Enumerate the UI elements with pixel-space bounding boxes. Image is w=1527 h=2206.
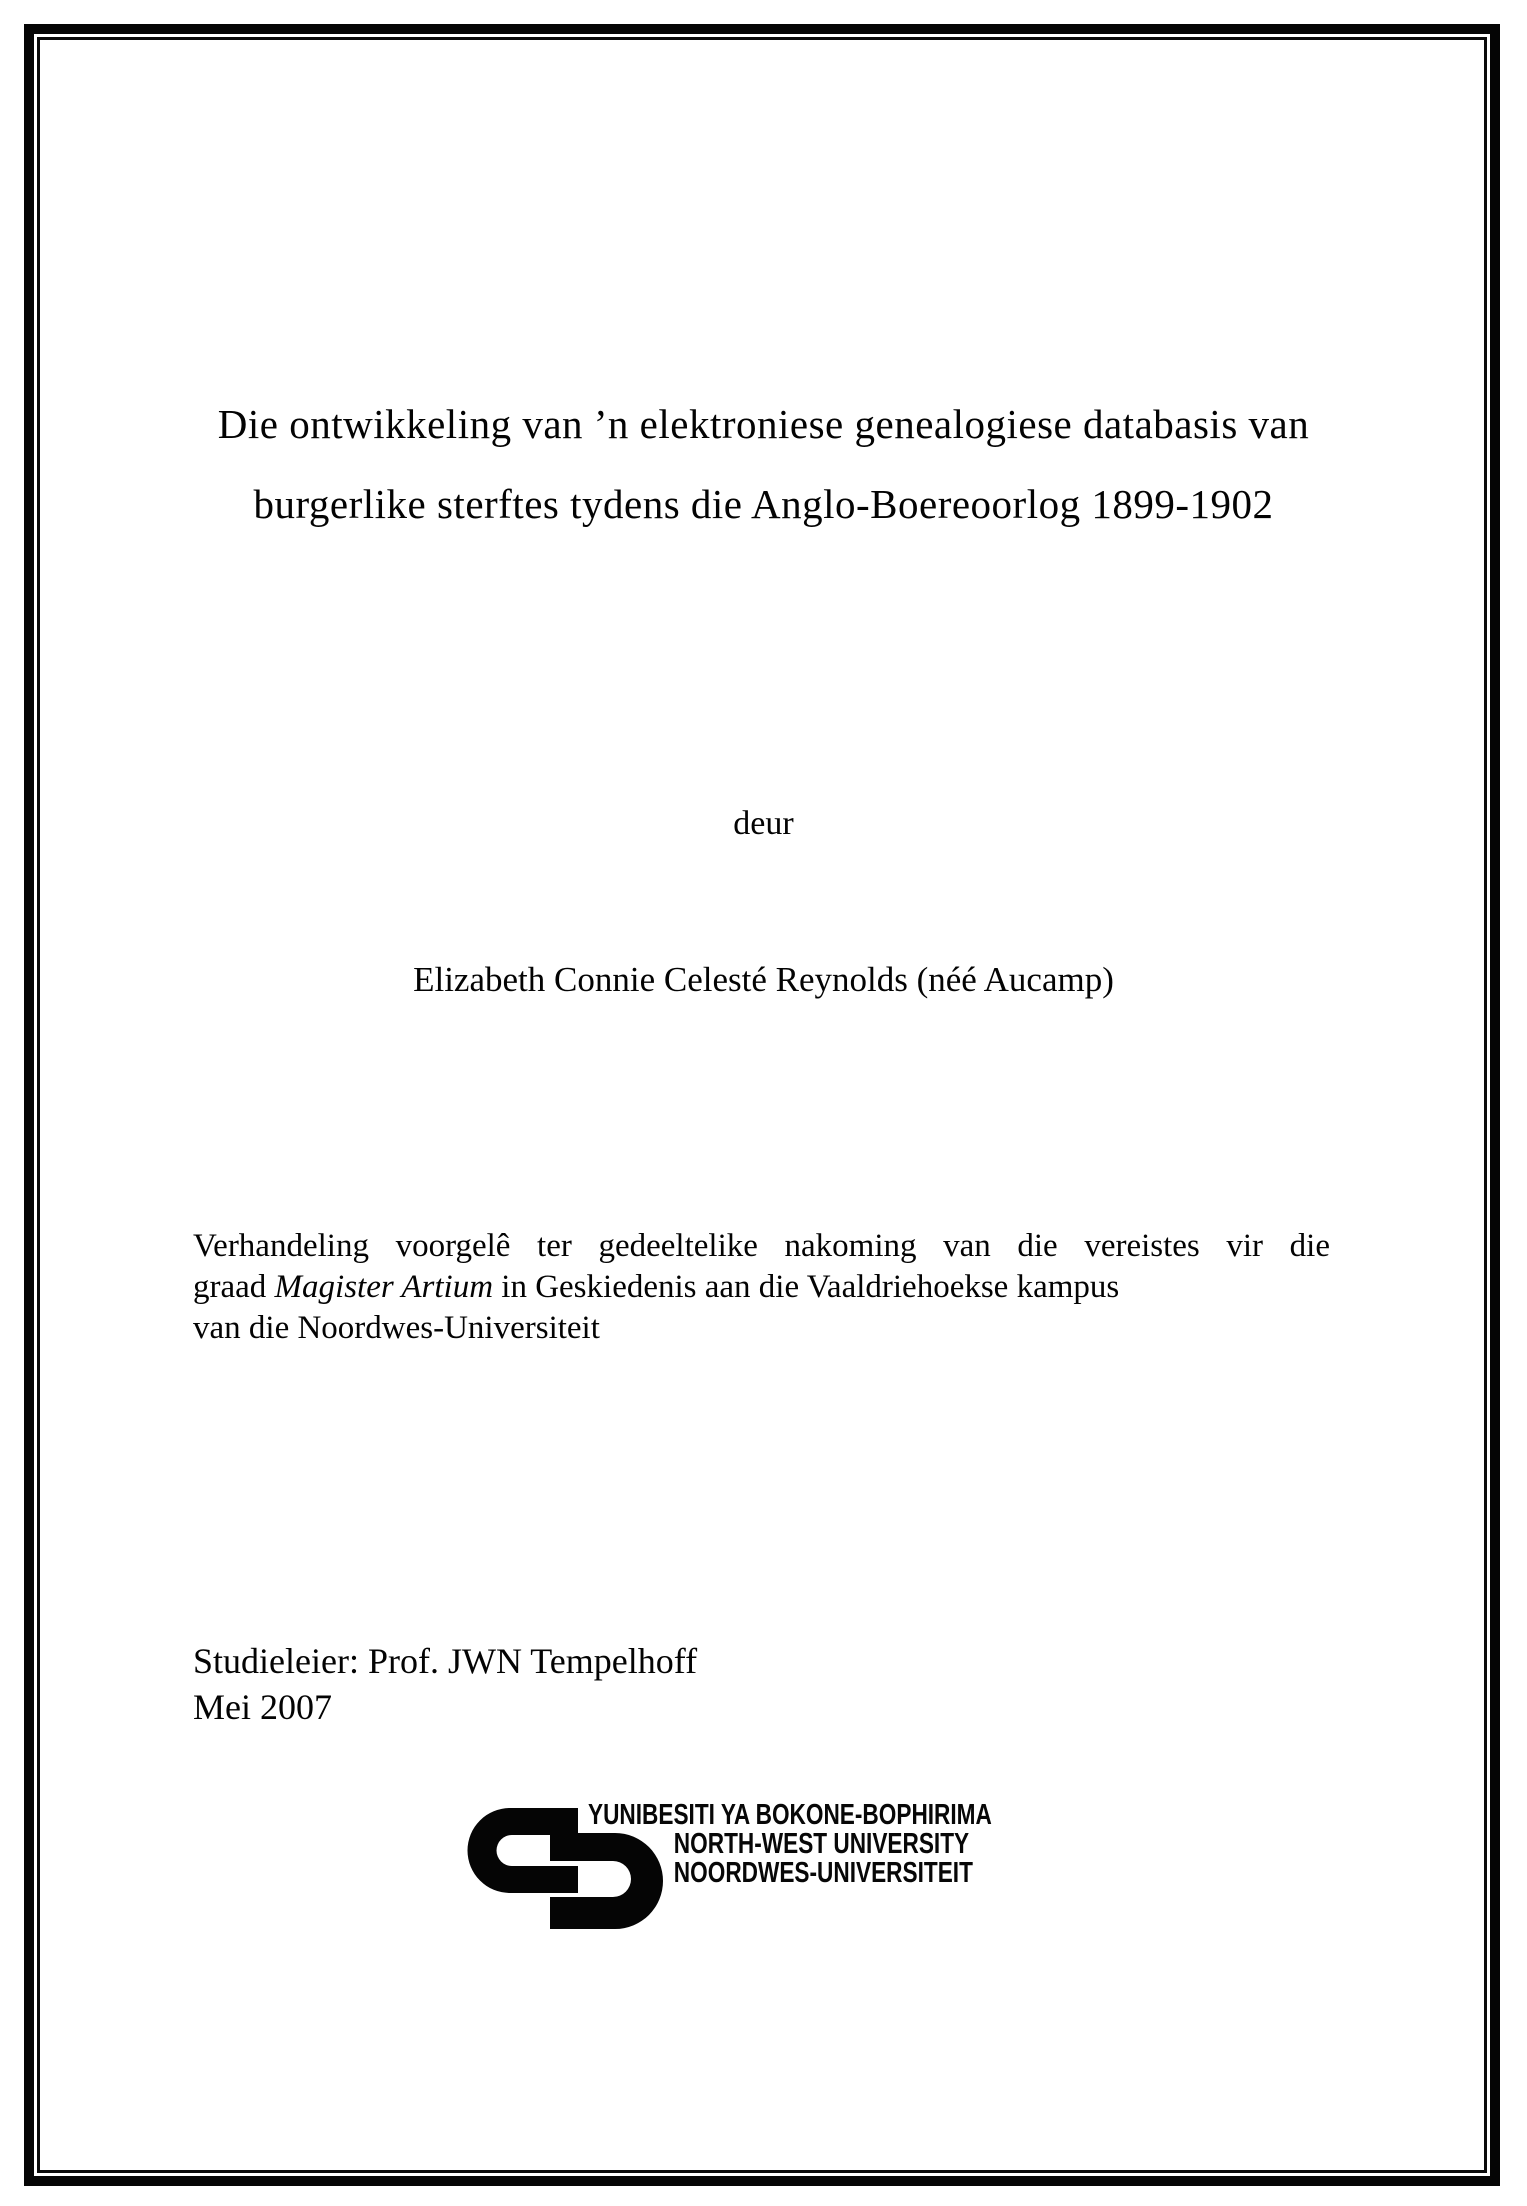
university-logo [465,1799,1105,1935]
supervisor-block [193,1638,697,1730]
university-logo-text [588,1801,992,1888]
byline: deur [733,805,794,842]
submission-statement [193,1226,1330,1349]
title-line-1: Die ontwikkeling van ’n elektroniese genealogiese databasis van [217,401,1310,447]
submission-line-3: van die Noordwes-Universiteit [193,1310,600,1346]
submission-line-2-pre: graad [193,1269,275,1305]
thesis-title [90,384,1437,544]
submission-line-1: Verhandeling voorgelê ter gedeeltelike nakoming van die vereistes vir die [193,1228,1330,1264]
logo-text-line-2: NORTH-WEST UNIVERSITY [673,1828,970,1860]
logo-text-line-1: YUNIBESITI YA BOKONE-BOPHIRIMA [588,1799,992,1831]
submission-line-2-post: in Geskiedenis aan die Vaaldriehoekse kampus [493,1269,1120,1305]
author-name: Elizabeth Connie Celesté Reynolds (néé Aucamp) [413,960,1114,999]
logo-text-line-3: NOORDWES-UNIVERSITEIT [673,1857,973,1889]
submission-line-2 [193,1267,1330,1308]
degree-name-italic: Magister Artium [274,1269,494,1305]
date-line: Mei 2007 [193,1687,332,1727]
supervisor-line: Studieleier: Prof. JWN Tempelhoff [193,1641,698,1681]
title-line-2: burgerlike sterftes tydens die Anglo-Boereoorlog 1899-1902 [253,481,1274,527]
